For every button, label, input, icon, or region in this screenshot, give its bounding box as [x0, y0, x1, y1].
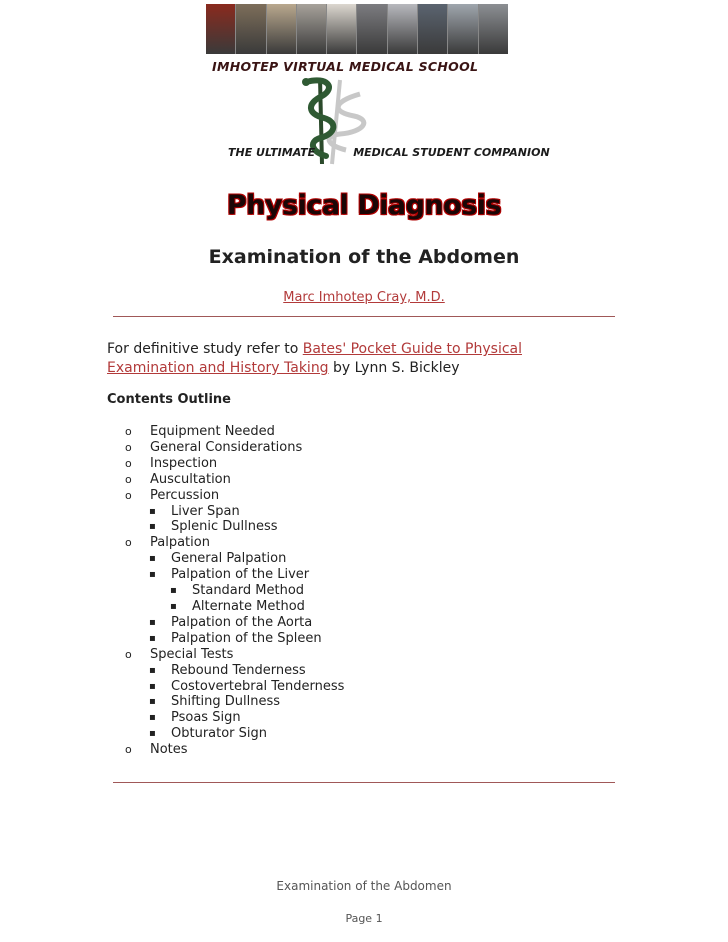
square-bullet-icon: ▪	[149, 569, 156, 581]
top-divider	[113, 316, 615, 317]
outline-subitem[interactable]: ▪ Psoas Sign	[149, 710, 241, 726]
header-photo-tile	[418, 4, 447, 54]
document-title: Physical Diagnosis	[226, 190, 502, 221]
outline-subitem[interactable]: ▪ Palpation of the Spleen	[149, 630, 322, 646]
outline-subitem[interactable]: ▪ Rebound Tenderness	[149, 662, 306, 678]
school-name: IMHOTEP VIRTUAL MEDICAL SCHOOL	[212, 59, 479, 74]
outline-item[interactable]: o Auscultation	[125, 471, 231, 487]
circle-bullet-icon: o	[125, 472, 132, 486]
header-photo-tile	[479, 4, 508, 54]
outline-subitem[interactable]: ▪ Shifting Dullness	[149, 694, 281, 710]
outline-item[interactable]: o Notes	[125, 742, 188, 758]
header-photo-tile	[297, 4, 326, 54]
circle-bullet-icon: o	[125, 647, 132, 661]
intro-suffix: by Lynn S. Bickley	[328, 360, 460, 376]
circle-bullet-icon: o	[125, 425, 132, 438]
header-photo-strip	[206, 4, 508, 54]
circle-bullet-icon: o	[125, 440, 132, 454]
square-bullet-icon: ▪	[149, 616, 156, 628]
outline-item[interactable]: o Percussion	[125, 487, 220, 503]
circle-bullet-icon: o	[125, 456, 132, 470]
contents-outline	[125, 424, 344, 758]
header-photo-tile	[267, 4, 296, 54]
circle-bullet-icon: o	[125, 743, 132, 757]
footer-title: Examination of the Abdomen	[276, 879, 452, 893]
outline-subitem[interactable]: ▪ Costovertebral Tenderness	[149, 678, 345, 694]
outline-item[interactable]: o General Considerations	[125, 439, 303, 455]
page-number: Page 1	[345, 912, 383, 925]
square-bullet-icon: ▪	[149, 728, 156, 740]
square-bullet-icon: ▪	[149, 505, 156, 517]
bottom-divider	[113, 782, 615, 783]
outline-subitem[interactable]: ▪ Obturator Sign	[149, 726, 268, 742]
square-bullet-icon: ▪	[170, 600, 177, 612]
outline-subitem[interactable]: ▪ Splenic Dullness	[149, 519, 278, 535]
outline-subitem[interactable]: ▪ Palpation of the Aorta	[149, 614, 313, 630]
header-photo-tile	[206, 4, 235, 54]
square-bullet-icon: ▪	[149, 664, 156, 676]
circle-bullet-icon: o	[125, 488, 132, 502]
outline-subitem[interactable]: ▪ Palpation of the Liver	[149, 567, 310, 583]
square-bullet-icon: ▪	[149, 680, 156, 692]
bates-guide-link[interactable]: Bates' Pocket Guide to Physical Examination and History Taking	[107, 341, 522, 376]
outline-subsubitem[interactable]: ▪ Standard Method	[170, 583, 305, 599]
intro-paragraph	[107, 340, 547, 378]
square-bullet-icon: ▪	[149, 696, 156, 708]
tagline	[228, 146, 550, 159]
header-photo-tile	[357, 4, 386, 54]
header-photo-tile	[448, 4, 477, 54]
square-bullet-icon: ▪	[149, 632, 156, 644]
outline-item[interactable]: o Palpation	[125, 535, 210, 551]
document-subtitle: Examination of the Abdomen	[208, 246, 520, 268]
outline-heading: Contents Outline	[107, 392, 231, 407]
outline-item[interactable]: o Equipment Needed	[125, 424, 275, 439]
outline-item[interactable]: o Special Tests	[125, 646, 234, 662]
circle-bullet-icon: o	[125, 536, 132, 550]
outline-subsubitem[interactable]: ▪ Alternate Method	[170, 598, 305, 614]
intro-prefix: For definitive study refer to	[107, 341, 303, 357]
square-bullet-icon: ▪	[149, 553, 156, 565]
header-photo-tile	[388, 4, 417, 54]
header-photo-tile	[236, 4, 265, 54]
square-bullet-icon: ▪	[149, 712, 156, 724]
tagline-right: MEDICAL STUDENT COMPANION	[353, 146, 550, 159]
outline-subitem[interactable]: ▪ Liver Span	[149, 503, 240, 519]
header-photo-tile	[327, 4, 356, 54]
outline-item[interactable]: o Inspection	[125, 455, 218, 471]
author-link[interactable]: Marc Imhotep Cray, M.D.	[283, 290, 445, 305]
square-bullet-icon: ▪	[170, 585, 177, 597]
square-bullet-icon: ▪	[149, 521, 156, 533]
tagline-left: THE ULTIMATE	[228, 146, 316, 159]
outline-subitem[interactable]: ▪ General Palpation	[149, 551, 287, 567]
